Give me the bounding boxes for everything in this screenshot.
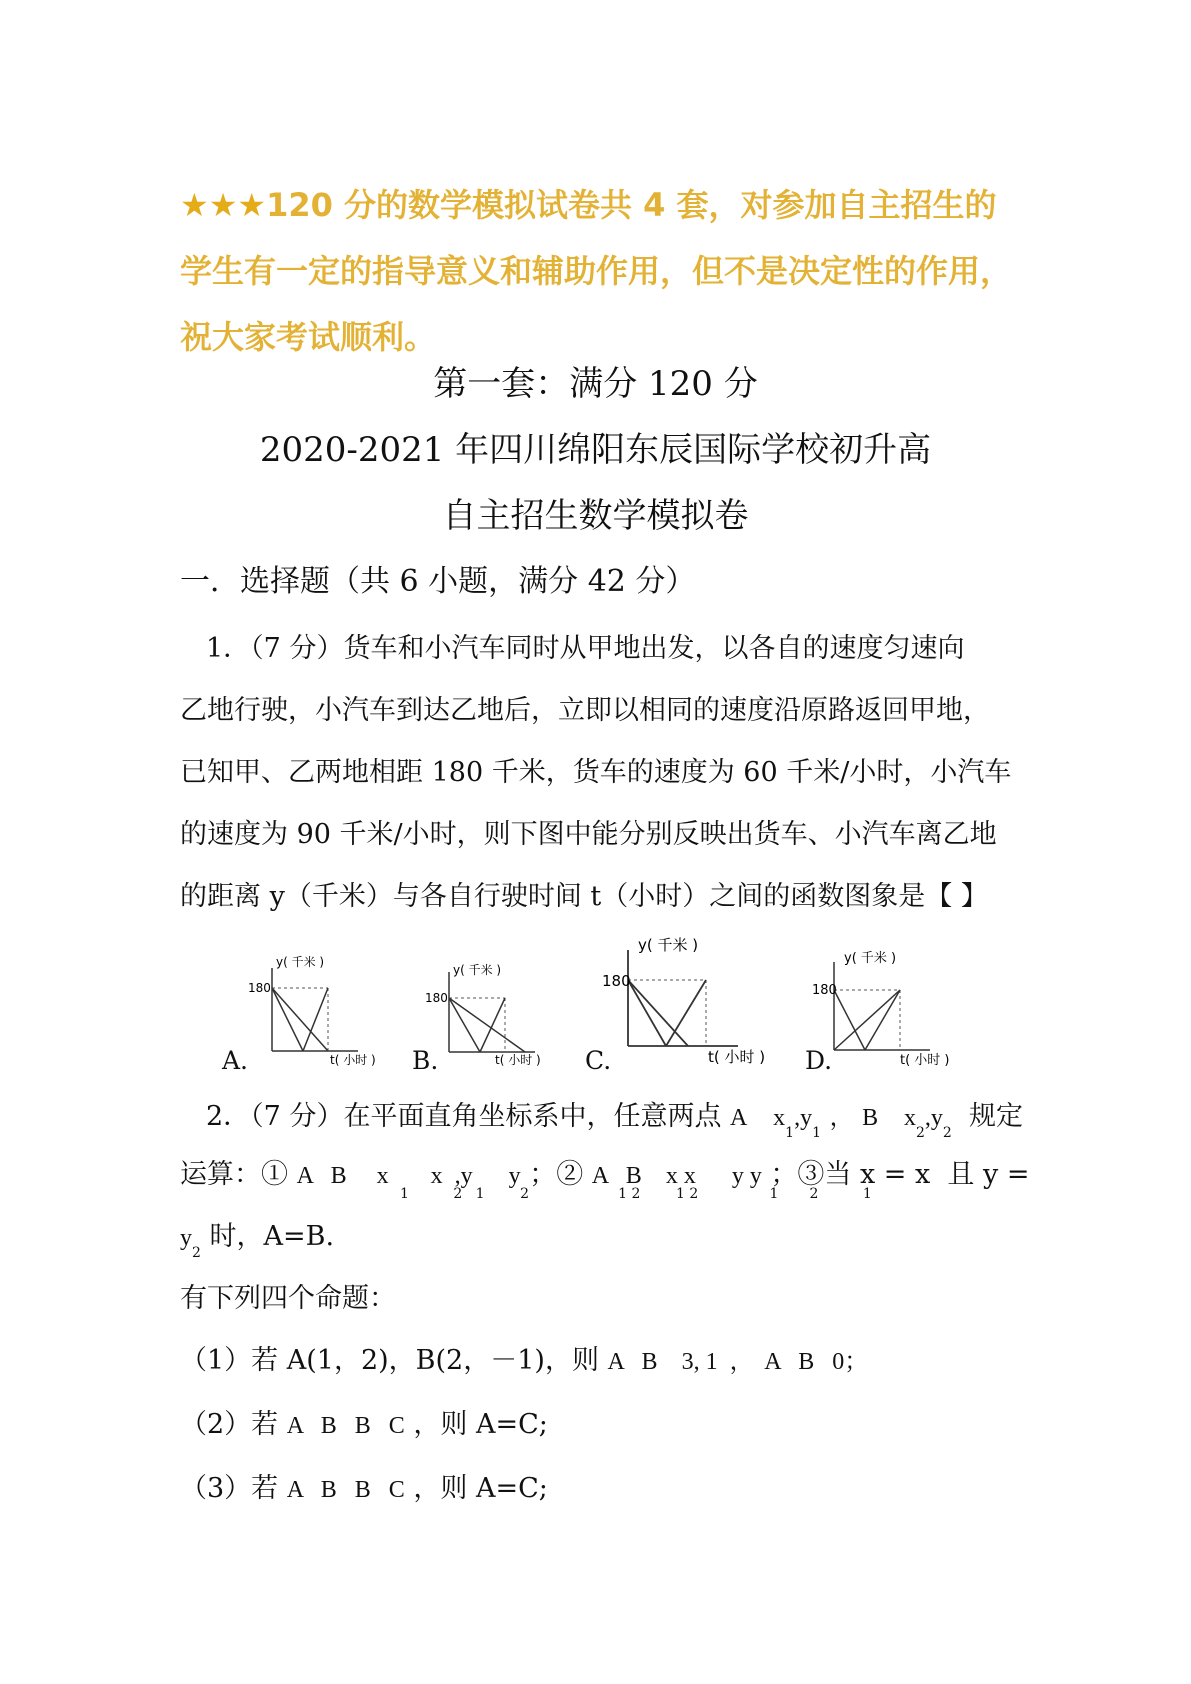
exam-title-line-1: 2020-2021 年四川绵阳东辰国际学校初升高 — [259, 430, 932, 470]
notice-banner — [180, 172, 1040, 370]
op3-text: ；③当 x = x 且 y = — [770, 1159, 1030, 1190]
prop-2-rest: ，则 A=C; — [413, 1409, 548, 1440]
graph-c-x-label: t( 小时 ) — [708, 1048, 766, 1066]
q1-line-1: 1．（7 分）货车和小汽车同时从甲地出发，以各自的速度匀速向 — [206, 633, 965, 664]
graph-a-180: 180 — [248, 981, 271, 995]
prop-3-math: A B B C — [286, 1477, 405, 1503]
op2-subs: 1 2 1 2 — [618, 1186, 699, 1202]
op3-subs: 1 2 1 — [769, 1186, 872, 1202]
q1-line-2: 乙地行驶，小汽车到达乙地后，立即以相同的速度沿原路返回甲地， — [180, 695, 990, 726]
point-a: A — [730, 1105, 748, 1131]
prop-1 — [180, 1338, 868, 1377]
prop-2-math: A B B C — [286, 1413, 405, 1439]
q2-intro: 2．（7 分）在平面直角坐标系中，任意两点 — [206, 1101, 722, 1132]
notice-text-1: 120 分的数学模拟试卷共 4 套，对参加自主招生的 — [266, 186, 997, 224]
y2-term: y — [180, 1225, 192, 1251]
q2-line-3-rest: 时，A=B. — [200, 1221, 335, 1252]
graph-b-180: 180 — [425, 991, 448, 1005]
op2-math: A B x x y y — [591, 1163, 762, 1189]
props-title: 有下列四个命题： — [180, 1283, 396, 1314]
graph-c-180: 180 — [602, 972, 631, 990]
y1-sub: 1 — [812, 1125, 821, 1141]
graph-c — [602, 936, 778, 1066]
q1-line-3: 已知甲、乙两地相距 180 千米，货车的速度为 60 千米/小时，小汽车 — [180, 757, 1012, 788]
x1: x — [773, 1105, 786, 1131]
prop-3-rest: ，则 A=C; — [413, 1473, 548, 1504]
option-c-label: C. — [585, 1046, 612, 1075]
op-subscripts — [400, 1186, 872, 1202]
q2-line-3 — [180, 1214, 335, 1261]
graph-b-x-label: t( 小时 ) — [495, 1053, 541, 1067]
op1-subs: 1 2 1 2 — [400, 1186, 530, 1202]
prop-2-text: （2）若 — [180, 1409, 279, 1440]
op1-math: A B x x ,y y — [296, 1163, 521, 1189]
x2-sub: 2 — [915, 1125, 925, 1141]
prop-1-math: A B 3, 1 ， A B 0； — [607, 1349, 869, 1375]
graph-b-y-label: y( 千米 ) — [453, 963, 502, 977]
option-d-label: D. — [805, 1046, 833, 1075]
q2-line-1: 2．（7 分）在平面直角坐标系中，任意两点 A $x_1,y_1$ ， B $x_2,y_2$ 规定 — [206, 1101, 1023, 1141]
graph-d-180: 180 — [812, 983, 837, 998]
graph-d-y-label: y( 千米 ) — [844, 951, 897, 966]
y1: y — [800, 1105, 813, 1131]
graph-a-y-label: y( 千米 ) — [276, 955, 325, 969]
exam-title-line-2: 自主招生数学模拟卷 — [442, 496, 749, 536]
q1-options — [180, 936, 1040, 1076]
graph-b — [425, 963, 585, 1067]
y2-term-sub: 2 — [192, 1245, 201, 1261]
prop-2 — [180, 1402, 548, 1441]
set-title: 第一套：满分 120 分 — [433, 364, 758, 404]
prop-3 — [180, 1466, 548, 1505]
op1-mark: ① — [261, 1159, 288, 1190]
notice-line-2: 学生有一定的指导意义和辅助作用，但不是决定性的作用， — [180, 252, 1013, 290]
section-title: 一．选择题（共 6 小题，满分 42 分） — [180, 564, 696, 599]
rule-word: 规定 — [968, 1101, 1023, 1132]
stars-icon: ★★★ — [180, 186, 267, 224]
graph-c-y-label: y( 千米 ) — [638, 936, 699, 954]
graph-a — [248, 955, 408, 1067]
op-label: 运算： — [180, 1159, 261, 1190]
x2: x — [903, 1105, 916, 1131]
graph-d-x-label: t( 小时 ) — [900, 1053, 950, 1068]
notice-line-1 — [180, 172, 1040, 238]
x1-sub: 1 — [785, 1125, 795, 1141]
notice-line-3: 祝大家考试顺利。 — [180, 318, 437, 356]
q1-line-4: 的速度为 90 千米/小时，则下图中能分别反映出货车、小汽车离乙地 — [180, 819, 997, 850]
prop-1-text: （1）若 A(1，2)，B(2，－1)，则 — [180, 1345, 599, 1376]
y2: y — [930, 1105, 943, 1131]
y2-sub: 2 — [942, 1125, 952, 1141]
op2-mark: ；② — [529, 1159, 584, 1190]
graph-d — [812, 950, 980, 1068]
prop-3-text: （3）若 — [180, 1473, 279, 1504]
option-a-label: A. — [222, 1046, 249, 1075]
q1-line-5: 的距离 y（千米）与各自行驶时间 t（小时）之间的函数图象是【 】 — [180, 881, 988, 912]
option-b-label: B. — [412, 1046, 439, 1075]
graph-a-x-label: t( 小时 ) — [330, 1053, 376, 1067]
point-b: B — [862, 1105, 879, 1131]
